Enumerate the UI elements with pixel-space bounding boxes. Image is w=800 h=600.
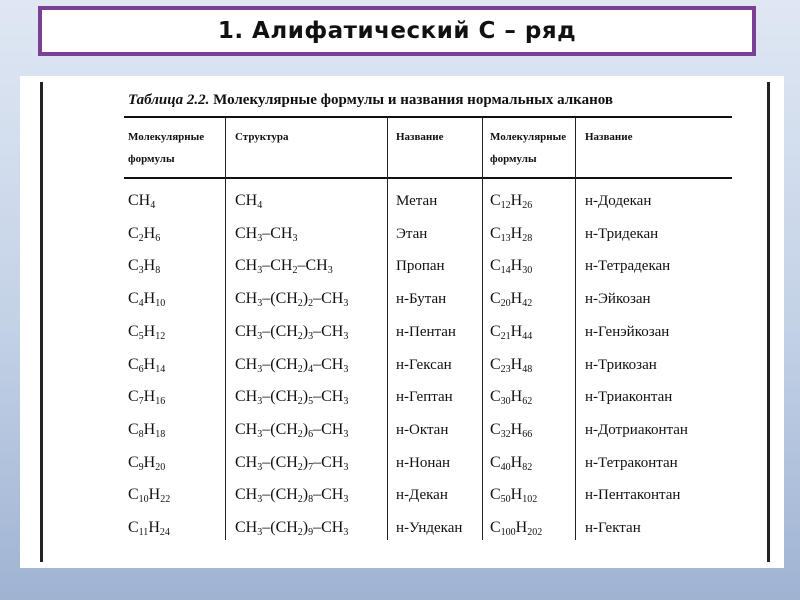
cell-structure: $CH_3-(CH_2)_3-CH_3$ — [235, 322, 349, 342]
cell-formula-2: $C_{23}H_{48}$ — [490, 355, 533, 375]
cell-structure: $CH_3-CH_2-CH_3$ — [235, 257, 333, 277]
table-top-rule — [124, 116, 732, 118]
cell-formula: $C_{10}H_{22}$ — [128, 486, 171, 506]
cell-formula-2: $C_{14}H_{30}$ — [490, 257, 533, 277]
cell-name: н-Бутан — [396, 291, 447, 308]
header-name-2: Название — [585, 131, 633, 143]
cell-name-2: н-Трикозан — [585, 356, 657, 373]
cell-structure: $CH_3-(CH_2)_2-CH_3$ — [235, 290, 349, 310]
cell-formula: $C_6H_{14}$ — [128, 355, 166, 375]
cell-formula: $C_2H_6$ — [128, 224, 161, 244]
cell-name-2: н-Дотриаконтан — [585, 421, 688, 438]
header-formula-2: Молекулярные формулы — [490, 131, 567, 165]
cell-name-2: н-Гектан — [585, 520, 641, 536]
cell-structure: $CH_3-(CH_2)_5-CH_3$ — [235, 388, 349, 408]
table-row — [20, 186, 784, 218]
cell-formula-2: $C_{30}H_{62}$ — [490, 388, 533, 408]
cell-formula-2: $C_{20}H_{42}$ — [490, 290, 533, 310]
cell-formula-2: $C_{100}H_{202}$ — [490, 519, 543, 538]
cell-formula-2: $C_{13}H_{28}$ — [490, 224, 533, 244]
cell-formula: $C_3H_8$ — [128, 257, 161, 277]
cell-name: н-Гептан — [396, 389, 453, 406]
cell-structure: $CH_3-(CH_2)_7-CH_3$ — [235, 453, 349, 473]
cell-formula-2: $C_{21}H_{44}$ — [490, 322, 533, 342]
header-name: Название — [396, 131, 444, 143]
cell-formula: $C_8H_{18}$ — [128, 420, 166, 440]
cell-name: н-Пентан — [396, 323, 456, 340]
table-caption-text: Молекулярные формулы и названия нормальных алканов — [213, 92, 613, 108]
cell-formula: $C_7H_{16}$ — [128, 388, 166, 408]
cell-formula-2: $C_{40}H_{82}$ — [490, 453, 533, 473]
cell-formula-2: $C_{12}H_{26}$ — [490, 192, 533, 211]
table-row — [20, 513, 784, 545]
cell-name: н-Гексан — [396, 356, 452, 373]
cell-formula: $C_4H_{10}$ — [128, 290, 166, 310]
table-header-rule — [124, 177, 732, 179]
cell-name: н-Декан — [396, 487, 448, 504]
cell-name-2: н-Тридекан — [585, 225, 659, 242]
cell-formula: $C_{11}H_{24}$ — [128, 519, 170, 538]
cell-structure: $CH_3-(CH_2)_6-CH_3$ — [235, 420, 349, 440]
cell-name: н-Нонан — [396, 454, 451, 471]
table-row — [20, 480, 784, 512]
slide-title-box — [38, 6, 756, 56]
cell-name-2: н-Триаконтан — [585, 389, 673, 406]
header-formula: Молекулярные формулы — [128, 131, 205, 165]
cell-name: Этан — [396, 225, 428, 242]
cell-name-2: н-Тетрадекан — [585, 258, 671, 275]
cell-formula: $CH_4$ — [128, 192, 156, 211]
cell-formula-2: $C_{32}H_{66}$ — [490, 420, 533, 440]
cell-formula: $C_9H_{20}$ — [128, 453, 166, 473]
table-row — [20, 415, 784, 447]
cell-name: н-Ундекан — [396, 520, 463, 536]
cell-structure: $CH_4$ — [235, 192, 263, 211]
scanned-table-sheet — [20, 76, 784, 568]
table-row — [20, 251, 784, 283]
cell-structure: $CH_3-(CH_2)_8-CH_3$ — [235, 486, 349, 506]
cell-structure: $CH_3-(CH_2)_4-CH_3$ — [235, 355, 349, 375]
header-structure: Структура — [235, 131, 289, 143]
cell-name-2: н-Додекан — [585, 193, 652, 209]
cell-name: н-Октан — [396, 421, 449, 438]
cell-name-2: н-Генэйкозан — [585, 323, 670, 340]
table-caption-label: Таблица 2.2. — [128, 92, 210, 108]
slide-title: 1. Алифатический С – ряд — [217, 18, 577, 44]
table-row — [20, 382, 784, 414]
table-caption — [128, 92, 613, 109]
table-row — [20, 219, 784, 251]
cell-formula: $C_5H_{12}$ — [128, 322, 166, 342]
table-row — [20, 284, 784, 316]
cell-name: Пропан — [396, 258, 445, 275]
cell-structure: $CH_3-(CH_2)_9-CH_3$ — [235, 519, 349, 538]
cell-formula-2: $C_{50}H_{102}$ — [490, 486, 538, 506]
cell-name-2: н-Тетраконтан — [585, 454, 678, 471]
table-row — [20, 350, 784, 382]
cell-name: Метан — [396, 193, 438, 209]
table-row — [20, 317, 784, 349]
cell-name-2: н-Эйкозан — [585, 291, 651, 308]
cell-name-2: н-Пентаконтан — [585, 487, 681, 504]
table-row — [20, 448, 784, 480]
cell-structure: $CH_3-CH_3$ — [235, 224, 298, 244]
